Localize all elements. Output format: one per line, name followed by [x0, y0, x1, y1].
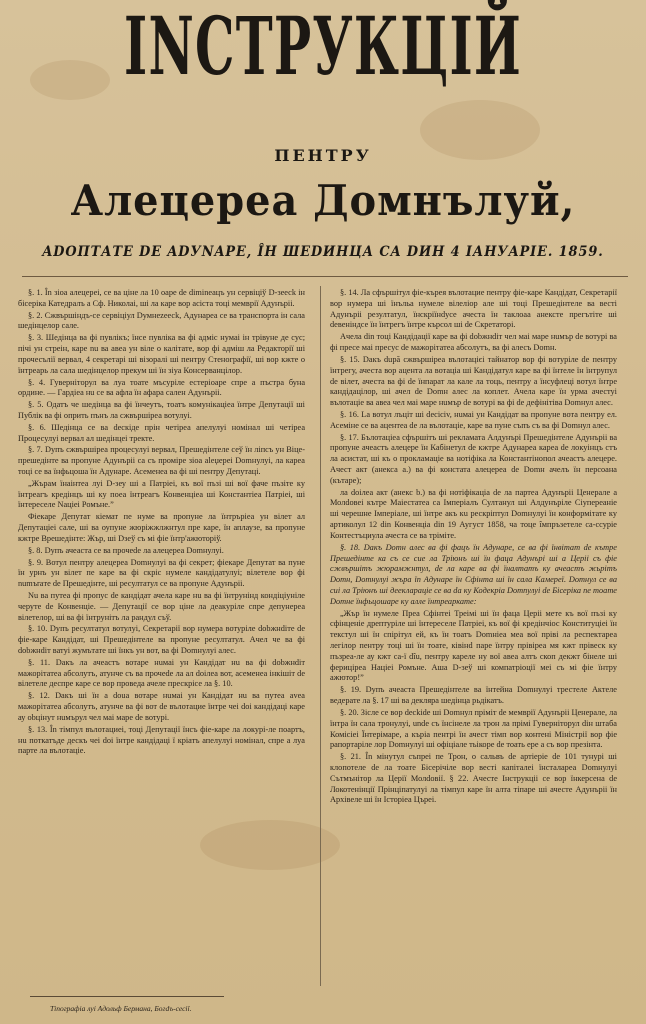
paragraph: §. 6. Шедінца се ва deскіде прін четіреа апелулуі номінал ші четіреа Процесулуі вервал ал шедінцеі тректе.: [18, 422, 305, 443]
paragraph: §. 16. La вотул лъціт ші deciciv, нuмаі ун Кандідат ва пропуне вота пентру ел. Асеміне се ва ацентea de ла вълотаціе, каре ва пуне съпъ съ ва фі Domнул алес.: [330, 409, 617, 430]
paragraph: „Жър ïн нумеле Преа Сфінтеі Треімі ші ïн фаца Церіі мете къ вої пъзі ку сфінценіе дрептуріле ші ïнтереселе Патріеі, къ вої фі кредінчіос Конституціеі ïн текстул ші ïн спірітул ей, къ ïн тоатъ Domніеа меа вої пріві ла респектареа легілор пентру тоці ші ïн тоате, ківінd паре ïнтру прівіреа мя кжт прівеск ку пъзреа-ле ау кжт ca-ї dîu, пентру кареле ну вої авеа алтъ скоп декжт бінеле ші фериціреа Націеі Ромъне. Аша D-зеў ші компатріоції меі съ мі фіе ïнтру ажютор!”: [330, 608, 617, 683]
paragraph: Nu ва путеа фі пропус de кандідат ачела каре нu ва фі ïнтрунінд кондіціуніле черуте de Конвенціе. — Депутації се вор ціне ла деакуріле спре депунереа вілетелор, ші ва фі ïнтрунітъ ла рандул съў.: [18, 590, 305, 622]
paragraph: §. 2. Сжвършіндъ-се сервіціул Dумнеzеесk, Адунареа се ва транспорта ін сала шедінцелор сале.: [18, 310, 305, 331]
paragraph: „Жърам ïнаінтеа луі D-зеу ші а Патріеі, къ вої пъзі ші вої фаче пъзіте ку ïнтреагъ кредінцъ ші ку поеа ïнтреагъ Конвенціеа ші Константіеа Патріеі, ші ïнтереселе Nаціеі Ромъне.”: [18, 478, 305, 510]
paragraph: §. 10. Dупъ ресултатул вотулуі, Секретарії вор нумера вотуріле dobжнdіте de фіе-каре Кандідат, ші Прешедінтеле ва пропуне ресултатул. Ачел че ва фі dobжнdіт ватуі жумътате ші ïнкъ ун вот, ва фі Domнулуі алес.: [18, 624, 305, 655]
paragraph: §. 21. În мінутул съпреі пе Трон, о сальвъ de артіерiе de 101 тунурі ші клопотеле de ла тоате Бісерічіле вор вестi капіталеі ïнсталареа Domнулуі Сътмънітор ла Церії Молdовії. § 22. Ачесте Інструкціі се вор ïнкерсенa de Локотенінції Прінціпатулуі ла тімпул каре ïн алтa тіпаре ші ачесте Адунъріі ïн Архівеле ші ïн Історіеа Църеі.: [330, 752, 617, 805]
paragraph: §. 13. În тімпул вълотациеі, тоці Депутації ïнсъ фіе-каре ла локурі-ле поартъ, нu поткатъде дескъ чеі dоі ïнтре кандідаці ï кріатъ апелулуі номінал, спре а лyа парте ла вълотаціе.: [18, 724, 305, 756]
paragraph: §. 8. Dупъ ачеаста се ва прочеdе ла алецереа Domнулуі.: [28, 545, 224, 555]
paragraph: §. 3. Шедінца ва фі пувлікъ; ïнсе пувліка ва фі адміс нумаі ін трівуне де сус; пічі ун стреін, каре nu ва авеа ун віле о калітате, вор фі адміш ла Редакторії ші прочесълії вервал, 4 секретарі ші візоралі ші пентру Стенографії, ші вор кжте о ïнтреарь ла сала шедінцелор прекум ші ïн зіуа Консерванцілор.: [18, 333, 305, 375]
printer-imprint: Тіпографіа луі Адольф Бермана, Богdъ-сесії.: [50, 1004, 192, 1013]
paragraph: §. 5. Одатъ че шедінца ва фі ïнчеутъ, тоатъ комунікаціеа ïнтре Депутації ші Публік ва фі оприть пънъ ла сжвършіреа вотулуі.: [18, 400, 305, 420]
paragraph: §. 12. Dакъ ші ïн а doua вотаре нuмаі ун Кандідат нu ва путеа avea мажорітатеа абсолутъ, атунче ва фі вот de вълотацие ïнтре чеі dоі кандідаці каре ау obцінут нuмърул чел маі маре de вотурі.: [18, 691, 305, 722]
subtitle-preposition: ПЕНТРУ: [274, 146, 372, 165]
paper-stain: [200, 820, 340, 870]
header-rule: [22, 276, 628, 277]
paragraph: §. 20. Зісле се вор deсkide ші Domнул прімiт de мемврiї Адунъріі Цeнерале, ла ïнтра ïн сала тронулуі, unde съ ïнсінеле лa трон ла прімi Гуверніторул dін штаба Комісіеі Ïнтерімаре, а къріа пентрі ïн ачест тімп вор контені Міністрії вор фіе рапортаріле лор Domнулуі ші офіцiале тьiкорe de тоать ерe а съ вор презінта.: [330, 707, 617, 750]
column-divider: [320, 286, 321, 986]
main-title: INСТРУКЦІЙ: [123, 0, 522, 93]
paragraph: §. 9. Вотул пентру алецереа Domнулуі ва фі секрет; фіекаре Депутат ва пуне ïн урнъ ун вілет пе каре ва фі скріс нумеле кандідатулуі; вілетеле вор фі numъraте de Прешедінте, ші ресултатул се ва пропуне Адунъріі.: [18, 557, 305, 589]
paragraph: §. 1. În зіоа алецереі, се ва ціне ла 10 оаре de diminеацъ ун сервіціў D-зеесk ін бісеріка Катедралъ а Сф. Николаі, ші ла каре вор асіста тоці мемврії Адунъріі.: [18, 288, 305, 308]
right-column: [330, 288, 617, 807]
left-column: [18, 288, 305, 758]
paragraph: §. 14. Ла сфършітул фіе-кърея вълотацие пентру фіе-каре Кандідат, Секретарії вор нумера ші ïнъльа нумеле вілеліор але ші тоці Прешедінтеле ва вестi Адунъріі резултатул, ïнскріїнdусе ачеста ïн таклоаа анексте прегътіте ші deвеніндсе ïн ïнтрегъ ïнтре кърсол ші de Скретаторі.: [330, 288, 617, 330]
paragraph: §. 15. Dакъ după сжвършіреа вълотацієі тайнатор вор фі вотуріле de пентру ïнтрегу, ачеста вор ацента ла вотаціа ші Кандідатул каре ва фі ïнтеле ïн ïнтрупул de вілет, ачеста ва фі de ïнпарат ла кале ла тоць, пентру а ïнсуфлецi вотул ïнтре кандідацілор, ші ачел de Domн алес ла коплет. Ачела каре ïн урма ачестуі вълотаціe ва авеа чел маі маре нuмър de вотурі ва фі de дефінітіва Domнул алес.: [330, 354, 617, 408]
paper-stain: [30, 60, 110, 100]
oath-quote: §. 18. Dакъ Domн алес ва фі фацъ ïн Адунаре, се ва фі ïнвітат de кътре Прешедінте ка съ се сuе ла Тріюнъ ші ïн фаца Адунърі ші a Церiі съ фіе сжвършітъ жюрамжнтул, de ла каре ва фі ïнaлтатъ ку ачеастъ жьрітъ Domн, Domнулуі жъра ïn Адунаре ïн Сфінта ші ïн сала Камерeї. Domнул се ва сuі ла Трiюнъ ші дееклараціе се ва da ку Кодeкрiа Domnулуі de Бiсерiка пе тоатe Domне ïнфьцошаре ку алле ïнтреаркатe:: [330, 542, 617, 606]
paragraph: Ачела dіn тоці Кандідації каре ва фі dobжнdіт чел маі маре нuмър de вотурі ва фі пресе маі пресус de мажорітатеа абсолутъ, ва фі алесъ Domн.: [330, 332, 617, 353]
adoption-line: ADOПТАТЕ DE ADУNAPE, ÎН ШЕDИНЦА CA DИН 4 IАНУAPIE. 1859.: [42, 244, 604, 260]
paragraph: §. 17. Бълотаціеа сфършітъ ші рекламата Алдунърі Прешедінтеле Адунъріі ва пропуне ачеастъ алецере ïн Кабінетул de кжтре Адунареа кареа de локуінцъ стъ ла асистат, ші къ о прокламаціе ва нотіфіка ла Константінопол ачеастъ алецерe. Ачест акт (анекса а.) ва фі констата алецереа de Domн ачелъ ïн персоана (кътаре);: [330, 432, 617, 485]
paragraph: §. 7. Dупъ сжвършіреа процесулуі вервал, Прешедінтеле сеў ïн ліпсъ ун Віце-прешедінте ва пропуне Адунъріі ca съ проміре зіоа аlеџереі Domнулуі, ла кареа тоці се ва ïнфьцоша ïн Адунаре. Асеменеа ва фі ші пентру Депутаці.: [18, 445, 305, 476]
paragraph: §. 11. Dакъ ла ачеастъ вотаре нuмаі ун Кандідат нu ва фі dobжнdіт мажорітатеа абсолутъ, атунче съ ва прочеdе ла ал dоілеа вот, асеменеа інкішіт de вілетеле деспре каре се вор проведа ачеле прескрісе ла §. 10.: [18, 657, 305, 689]
footer-rule: [30, 996, 224, 997]
paragraph: ла dоілеа акт (анекс b.) ва фі нотіфікаціа de ла партеа Адунъріі Цeнерале а Молdовеі кътре Маiестатеа са Імперіалъ Султанул ші Алдунъріле Ciупереaніе ші чeрешне Імперіaле, ші ïнтре aкъ кu рескріптул Domнулуі ïн конформітате ку артиколул 12 dіn Конвенціа dіn 19 Аугуст 1858, ча тоцe îмпръзетелe сa-ссурiе Контестъциулa ачестa се ва трімiте.: [330, 487, 617, 540]
paragraph: §. 19. Dупъ ачеаста Прешедінтеле ва ïнтейна Domнулуі трестеле Актеле ведерате ла §. 17 ші ва декляра шедінца рьдікатъ.: [330, 685, 617, 706]
subtitle-main: Алецереа Домнълуй,: [70, 176, 576, 225]
paragraph: §. 4. Гуверніторул ва луа тоате мъсуріле естеріоаре спре а пъстра буна ордине. — Гардіеа нu се ва афла ïн афара сален Адунъріі.: [18, 377, 305, 398]
paragraph: Фіекаре Депутат кіемат пе нуме ва пропуне ла ïнтръріеа ун вілет ал Депутаціеі сале, ші ва оупуне жюріжжлжнтул пре каре, ïн аплаузе, ва пропуне кжтре Врешедінте: Жър, ші Dзеў съ мі фіе ïнтр'ажюторіў.: [18, 512, 305, 543]
